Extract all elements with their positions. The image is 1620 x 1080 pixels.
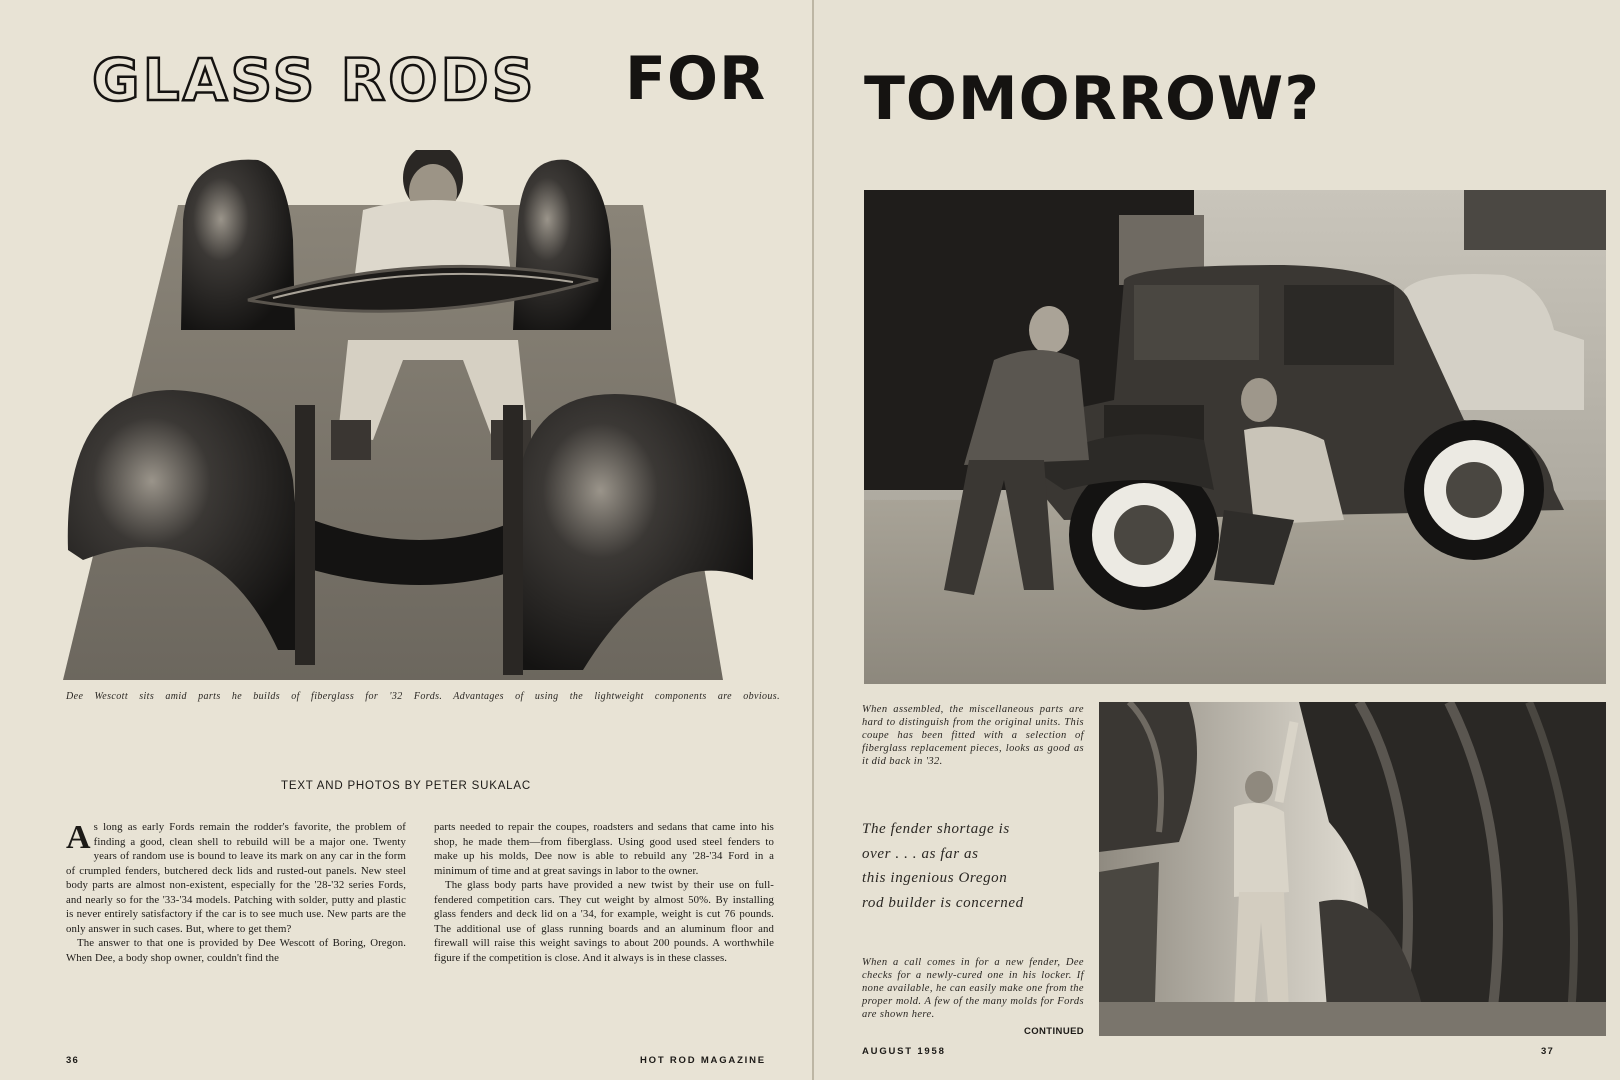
article-column-1 [66, 820, 406, 965]
headline-tomorrow-text: TOMORROW? [864, 64, 1321, 134]
article-paragraph: parts needed to repair the coupes, roadsters and sedans that came into his shop, he made them—from fiberglass. Using good used steel fenders to make up his molds, Dee now is able to rebuild any '28-'34 Ford in a minimum of time and at great savings in labor to the owner. [434, 821, 774, 877]
page-number-right: 37 [1541, 1046, 1554, 1057]
pull-quote-line: this ingenious Oregon [862, 870, 1008, 886]
article-paragraph [66, 820, 406, 936]
pull-quote-line: over . . . as far as [862, 845, 979, 862]
article-paragraph-text: s long as early Fords remain the rodder's favorite, the problem of finding a good, clean shell to rebuild will be a major one. Twenty years of random use is bound to leave its mark on any car in the form of crumpled fenders, butchered deck lids and rusted-out panels. New steel body parts are almost non-existent, especially for the '28-'32 series Fords, and nearly so for the '33-'34 models. Patching with solder, putty and plastic is never entirely satisfactory if the car is to see much use. New parts are the only answer in such cases. But, where to get them? [66, 821, 406, 935]
article-paragraph: The answer to that one is provided by Dee Wescott of Boring, Oregon. When Dee, a body shop owner, couldn't find the [66, 937, 406, 964]
magazine-name: HOT ROD MAGAZINE [640, 1055, 766, 1066]
continued-label: CONTINUED [1024, 1026, 1085, 1037]
pull-quote [862, 817, 1084, 915]
photo-coupe-fitting [864, 190, 1606, 684]
right-page [814, 0, 1620, 1080]
article-paragraph: The glass body parts have provided a new twist by their use on full-fendered competition cars. They cut weight by almost 50%. By installing glass fenders and deck lid on a '34, for example, weight is cut 76 pounds. The additional use of glass running boards and an aluminum floor and firewall will raise this weight savings to about 200 pounds. A worthwhile figure if the competition is close. And it always is in these classes. [434, 879, 774, 964]
page-number-left: 36 [66, 1055, 79, 1066]
headline-outline-text: GLASS RODS [92, 46, 537, 114]
caption-molds: When a call comes in for a new fender, Dee checks for a newly-cured one in his locker. If none available, he can easily make one from the proper mold. A few of the many molds for Fords are shown here. [862, 957, 1084, 1020]
pull-quote-line: The fender shortage is [862, 821, 1010, 837]
caption-main-photo: Dee Wescott sits amid parts he builds of fiberglass for '32 Fords. Advantages of using the lightweight components are obvious. [66, 691, 780, 702]
drop-cap: A [66, 819, 91, 856]
photo-fender-molds [1099, 702, 1606, 1036]
byline: TEXT AND PHOTOS BY PETER SUKALAC [281, 780, 531, 792]
article-column-2 [434, 820, 774, 965]
headline-for-text: FOR [625, 44, 767, 114]
photo-fiberglass-parts [63, 150, 777, 680]
issue-date: AUGUST 1958 [862, 1046, 946, 1057]
pull-quote-line: rod builder is concerned [862, 894, 1024, 911]
caption-assembled: When assembled, the miscellaneous parts are hard to distinguish from the original units. This coupe has been fitted with a selection of fiberglass replacement pieces, looks as good as it did back in '32. [862, 704, 1084, 767]
